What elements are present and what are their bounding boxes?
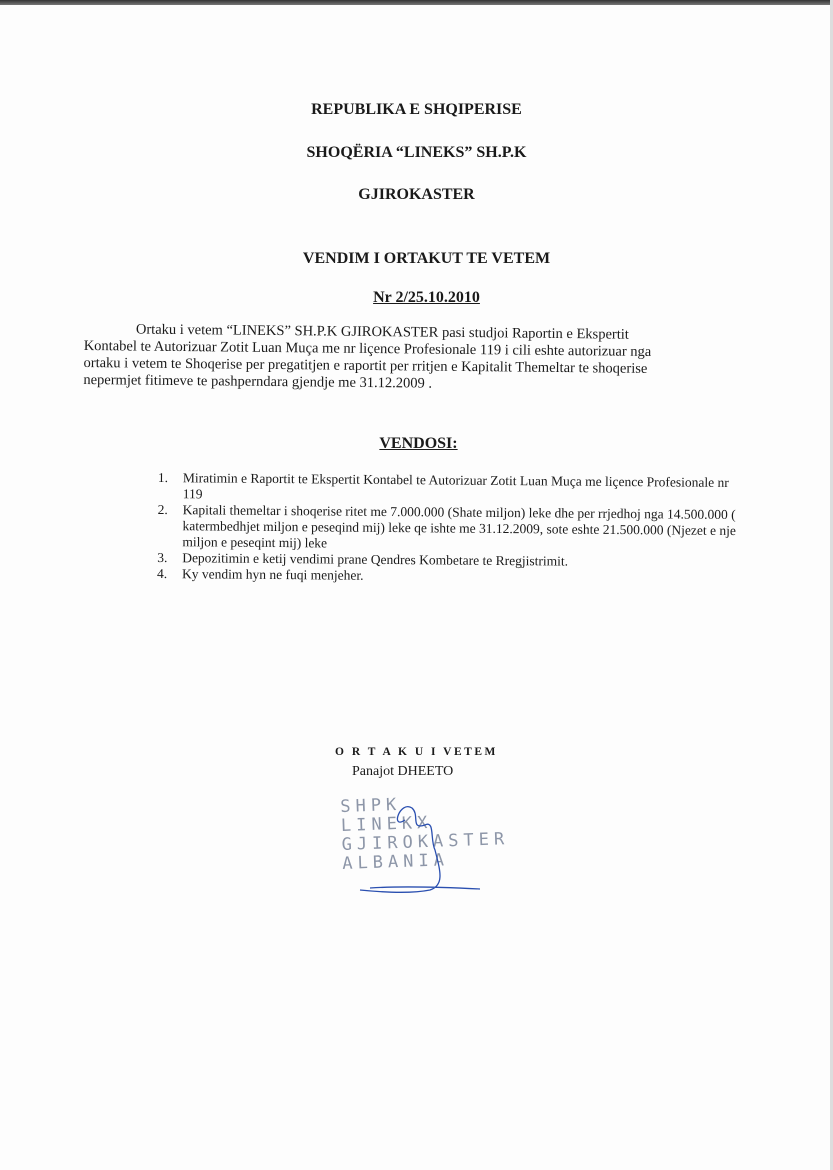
item-number: 2. [157,501,168,518]
item-text: Ky vendim hyn ne fuqi menjeher. [182,566,364,583]
item-number: 4. [157,565,168,582]
document-number: Nr 2/25.10.2010 [373,289,480,306]
list-item [158,470,738,507]
stamp-line: SHPK [339,794,402,817]
handwritten-signature [350,790,490,900]
item-number: 1. [157,470,169,486]
decision-list [157,470,738,587]
header-city: GJIROKASTER [358,186,475,203]
document-title: VENDIM I ORTAKUT TE VETEM [302,250,551,267]
header-country: REPUBLIKA E SHQIPERISE [311,101,522,118]
item-text: Kapitali themeltar i shoqerise ritet me 7.000.000 (Shate miljon) leke dhe per rrjedhoj nga 14.500.000 ( katermbedhjet miljon e peseqind mij) leke qe ishte me 31.12.2009, sote eshte 21.500.000 (Njezet e nje miljon e peseqint mij) leke [182,502,736,551]
intro-line: ortaku i vetem te Shoqerise per pregatitjen e raportit per rritjen e Kapitalit Themeltar te shoqerise [83,354,648,377]
intro-line: nepermjet fitimeve te pashperndara gjendje me 31.12.2009 . [83,371,433,392]
intro-paragraph [83,321,734,396]
scan-edge [0,0,833,5]
list-item [157,502,737,555]
header-company: SHOQËRIA “LINEKS” SH.P.K [306,144,527,161]
intro-line: Ortaku i vetem “LINEKS” SH.P.K GJIROKASTER pasi studjoi Raportin e Ekspertit [135,321,629,343]
item-text: Depozitimin e ketij vendimi prane Qendres Kombetare te Rregjistrimit. [182,550,569,569]
stamp-line: GJIROKASTER [341,829,510,855]
decision-heading: VENDOSI: [379,435,458,452]
stamp-line: ALBANIA [341,850,450,874]
signatory-name: Panajot DHEETO [352,764,454,779]
item-text: Miratimin e Raportit te Ekspertit Kontabel te Autorizuar Zotit Luan Muça me liçence Profesionale nr 119 [182,470,729,502]
stamp-line: LINEKX [340,812,433,836]
signatory-title: O R T A K U I VETEM [335,746,498,758]
item-number: 3. [157,549,168,566]
intro-line: Kontabel te Autorizuar Zotit Luan Muça me nr liçence Profesionale 119 i cili eshte autorizuar nga [83,337,652,360]
